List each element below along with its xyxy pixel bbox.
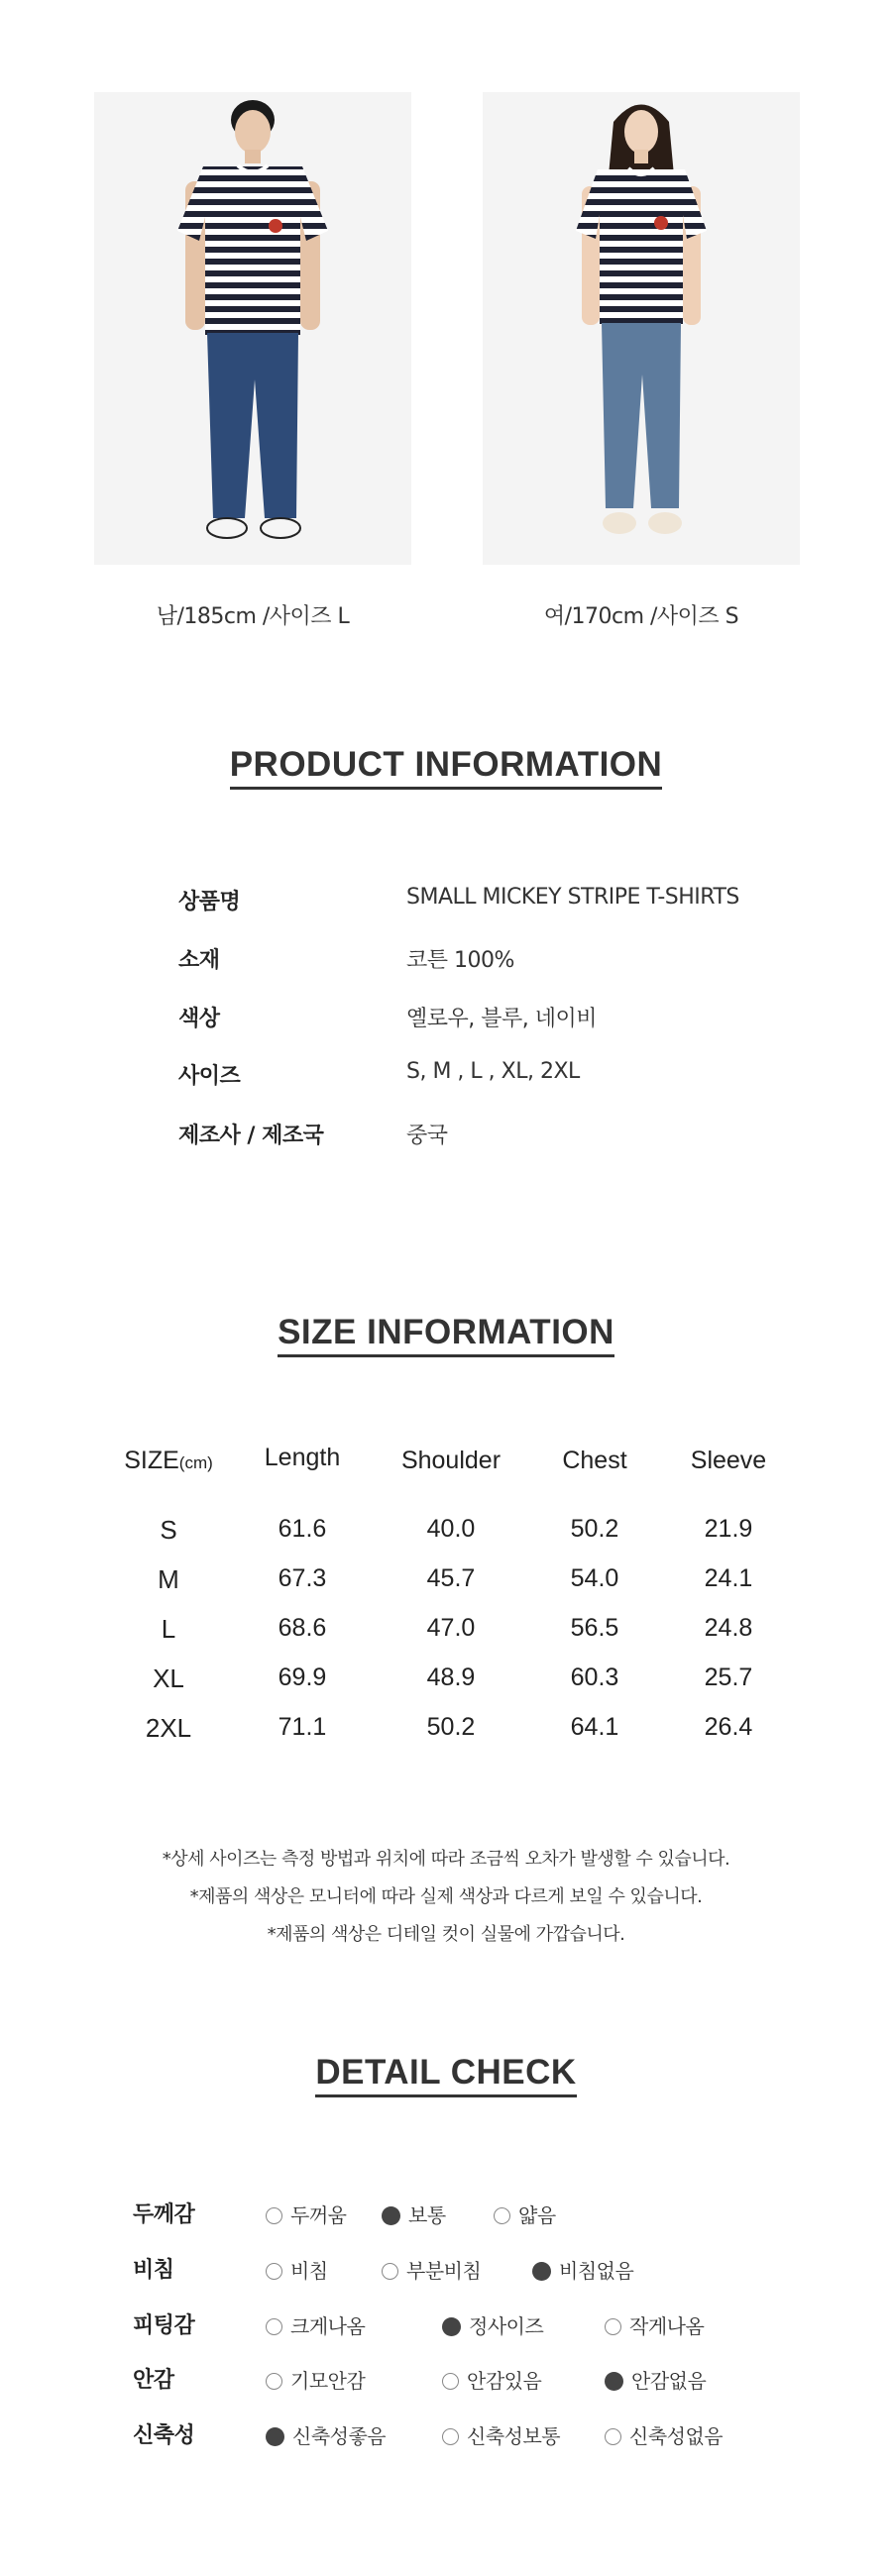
model-photo-female [483,92,800,565]
size-row-label: XL [153,1664,184,1693]
size-header-chest: Chest [562,1447,627,1474]
radio-unselected-icon [605,2428,621,2445]
info-value: 옐로우, 블루, 네이비 [406,1007,597,1031]
radio-unselected-icon [605,2318,621,2335]
detail-option: 비침없음 [532,2255,633,2279]
size-cell-length: 67.3 [278,1564,327,1592]
detail-option: 기모안감 [266,2365,365,2389]
size-cell-shoulder: 50.2 [426,1713,476,1741]
radio-unselected-icon [266,2318,282,2335]
info-label: 상품명 [178,890,241,914]
radio-unselected-icon [266,2263,282,2280]
size-cell-shoulder: 48.9 [426,1664,476,1691]
radio-unselected-icon [442,2373,459,2390]
size-cell-chest: 60.3 [570,1664,619,1691]
info-label: 제조사 / 제조국 [178,1124,324,1148]
size-header-shoulder: Shoulder [400,1447,502,1474]
info-value: 중국 [406,1124,448,1148]
radio-unselected-icon [266,2207,282,2224]
size-row-label: 2XL [145,1713,192,1743]
size-cell-sleeve: 21.9 [704,1515,753,1543]
radio-unselected-icon [266,2373,282,2390]
detail-option: 얇음 [494,2200,556,2223]
detail-option: 비침 [266,2255,328,2279]
size-cell-length: 71.1 [278,1713,327,1741]
size-cell-length: 68.6 [278,1614,327,1642]
detail-option: 신축성보통 [442,2420,560,2444]
detail-option: 보통 [382,2200,446,2223]
size-information-title: SIZE INFORMATION [0,1313,892,1357]
size-cell-shoulder: 40.0 [426,1515,476,1543]
size-header-size: SIZE(cm) [124,1447,213,1474]
size-cell-length: 61.6 [278,1515,327,1543]
detail-label-sheerness: 비침 [133,2258,174,2283]
detail-label-stretch: 신축성 [133,2423,195,2448]
size-cell-shoulder: 45.7 [426,1564,476,1592]
detail-option: 신축성없음 [605,2420,723,2444]
radio-unselected-icon [442,2428,459,2445]
size-cell-chest: 56.5 [570,1614,619,1642]
model-caption-female: 여/170cm /사이즈 S [543,604,739,629]
size-row-label: S [160,1515,177,1545]
size-row-label: L [161,1614,176,1644]
detail-check-title: DETAIL CHECK [0,2053,892,2097]
size-cell-shoulder: 47.0 [426,1614,476,1642]
info-value: 코튼 100% [406,948,514,973]
radio-selected-icon [532,2262,551,2281]
size-note: *제품의 색상은 디테일 컷이 실물에 가깝습니다. [267,1924,625,1945]
info-label: 소재 [178,948,220,973]
detail-option: 안감있음 [442,2365,541,2389]
detail-label-thickness: 두께감 [133,2202,195,2227]
detail-option: 두꺼움 [266,2200,346,2223]
detail-option: 작게나옴 [605,2310,704,2334]
info-label: 색상 [178,1007,220,1031]
size-cell-length: 69.9 [278,1664,327,1691]
radio-selected-icon [382,2206,400,2225]
size-cell-sleeve: 24.8 [704,1614,753,1642]
size-header-length: Length [264,1444,341,1471]
radio-unselected-icon [382,2263,398,2280]
detail-option: 부분비침 [382,2255,481,2279]
size-cell-sleeve: 24.1 [704,1564,753,1592]
model-photo-male [94,92,411,565]
size-row-label: M [158,1564,179,1594]
size-note: *제품의 색상은 모니터에 따라 실제 색상과 다르게 보일 수 있습니다. [189,1886,703,1907]
radio-selected-icon [605,2372,623,2391]
detail-label-lining: 안감 [133,2368,174,2393]
size-cell-chest: 50.2 [570,1515,619,1543]
info-value: SMALL MICKEY STRIPE T-SHIRTS [406,885,739,910]
size-cell-sleeve: 26.4 [704,1713,753,1741]
detail-label-fit: 피팅감 [133,2313,195,2338]
size-cell-chest: 54.0 [570,1564,619,1592]
radio-selected-icon [266,2427,284,2446]
size-cell-sleeve: 25.7 [704,1664,753,1691]
radio-unselected-icon [494,2207,510,2224]
detail-option: 크게나옴 [266,2310,365,2334]
model-caption-male: 남/185cm /사이즈 L [156,604,350,629]
info-value: S, M , L , XL, 2XL [406,1059,580,1084]
detail-option: 정사이즈 [442,2310,543,2334]
detail-option: 신축성좋음 [266,2420,386,2444]
size-note: *상세 사이즈는 측정 방법과 위치에 따라 조금씩 오차가 발생할 수 있습니다. [162,1849,730,1870]
size-header-sleeve: Sleeve [690,1447,767,1474]
detail-option: 안감없음 [605,2365,706,2389]
product-information-title: PRODUCT INFORMATION [0,745,892,790]
size-cell-chest: 64.1 [570,1713,619,1741]
radio-selected-icon [442,2317,461,2336]
info-label: 사이즈 [178,1064,241,1089]
